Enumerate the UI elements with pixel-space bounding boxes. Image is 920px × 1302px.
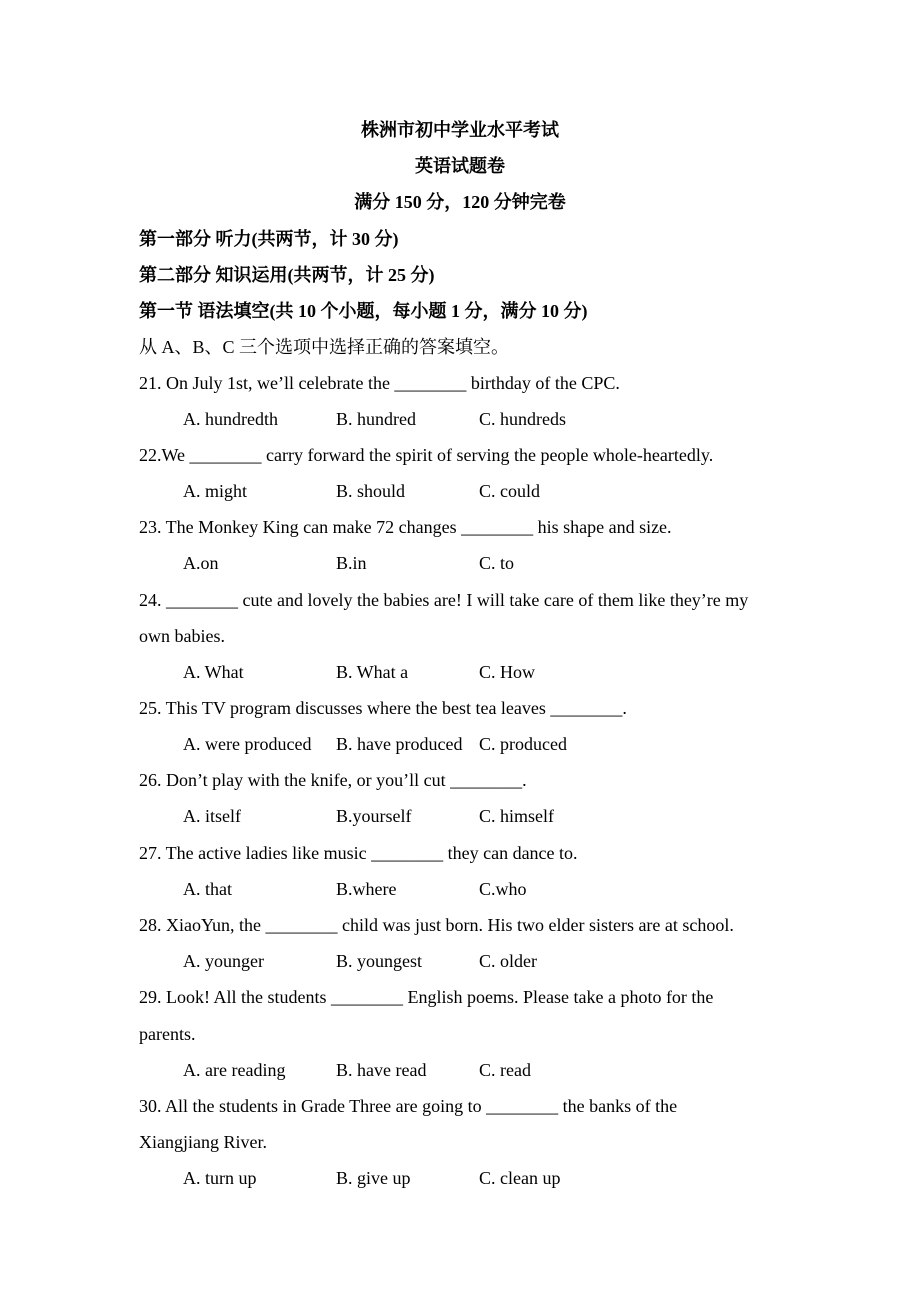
q22-option-a: A. might [183, 481, 248, 501]
q22-option-c: C. could [479, 481, 540, 501]
q28-option-a: A. younger [183, 951, 264, 971]
question-29-cont: parents. [139, 1024, 196, 1044]
q24-option-b: B. What a [336, 662, 409, 682]
q23-option-c: C. to [479, 553, 515, 573]
question-26: 26. Don’t play with the knife, or you’ll cut ________. [139, 770, 527, 790]
q27-option-a: A. that [183, 879, 232, 899]
question-28: 28. XiaoYun, the ________ child was just born. His two elder sisters are at school. [139, 915, 734, 935]
question-21: 21. On July 1st, we’ll celebrate the ________ birthday of the CPC. [139, 373, 620, 393]
q29-option-c: C. read [479, 1060, 531, 1080]
q21-option-a: A. hundredth [183, 409, 278, 429]
q24-option-c: C. How [479, 662, 536, 682]
q29-option-b: B. have read [336, 1060, 427, 1080]
q25-option-c: C. produced [479, 734, 567, 754]
q30-option-c: C. clean up [479, 1168, 561, 1188]
q30-option-a: A. turn up [183, 1168, 257, 1188]
question-25: 25. This TV program discusses where the best tea leaves ________. [139, 698, 627, 718]
q21-option-b: B. hundred [336, 409, 416, 429]
exam-subtitle: 英语试题卷 [415, 156, 505, 176]
question-22: 22.We ________ carry forward the spirit of serving the people whole-heartedly. [139, 445, 714, 465]
q25-option-b: B. have produced [336, 734, 463, 754]
question-24-cont: own babies. [139, 626, 225, 646]
q27-option-c: C.who [479, 879, 527, 899]
part2-heading: 第二部分 知识运用(共两节，计 25 分) [139, 265, 435, 285]
q22-option-b: B. should [336, 481, 406, 501]
question-27: 27. The active ladies like music ________ they can dance to. [139, 843, 578, 863]
q29-option-a: A. are reading [183, 1060, 286, 1080]
question-30-cont: Xiangjiang River. [139, 1132, 267, 1152]
score-info: 满分 150 分，120 分钟完卷 [354, 192, 566, 212]
section1-heading: 第一节 语法填空(共 10 个小题，每小题 1 分，满分 10 分) [139, 301, 588, 321]
q21-option-c: C. hundreds [479, 409, 566, 429]
q30-option-b: B. give up [336, 1168, 411, 1188]
q26-option-a: A. itself [183, 806, 241, 826]
q26-option-c: C. himself [479, 806, 554, 826]
instruction-text: 从 A、B、C 三个选项中选择正确的答案填空。 [139, 337, 510, 357]
question-29: 29. Look! All the students ________ English poems. Please take a photo for the [139, 987, 714, 1007]
exam-title: 株洲市初中学业水平考试 [361, 120, 559, 140]
question-23: 23. The Monkey King can make 72 changes ________ his shape and size. [139, 517, 672, 537]
q23-option-b: B.in [336, 553, 367, 573]
question-30: 30. All the students in Grade Three are going to ________ the banks of the [139, 1096, 678, 1116]
q23-option-a: A.on [183, 553, 219, 573]
q24-option-a: A. What [183, 662, 244, 682]
q28-option-c: C. older [479, 951, 537, 971]
question-24: 24. ________ cute and lovely the babies are! I will take care of them like they’re my [139, 590, 749, 610]
q26-option-b: B.yourself [336, 806, 412, 826]
q25-option-a: A. were produced [183, 734, 312, 754]
part1-heading: 第一部分 听力(共两节，计 30 分) [139, 229, 399, 249]
q27-option-b: B.where [336, 879, 397, 899]
q28-option-b: B. youngest [336, 951, 423, 971]
